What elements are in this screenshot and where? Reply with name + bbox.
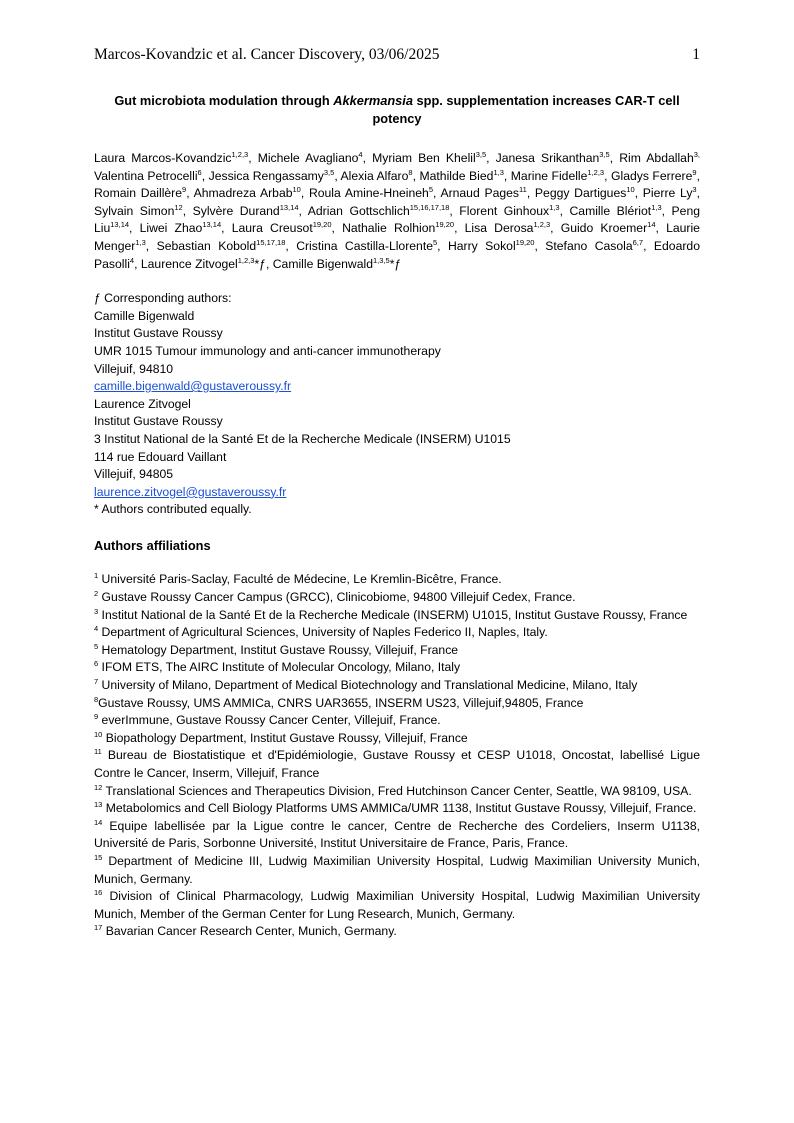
author-affiliation-marker: 12 xyxy=(174,202,183,212)
author-separator: , xyxy=(643,238,654,253)
author-name: Lisa Derosa xyxy=(464,221,534,236)
author-name: Ahmadreza Arbab xyxy=(193,186,293,201)
affiliation-text: Université Paris-Saclay, Faculté de Médecine, Le Kremlin-Bicêtre, France. xyxy=(98,572,502,587)
author-affiliation-marker: 6,7 xyxy=(632,237,644,247)
author-affiliation-marker: 1,3 xyxy=(493,167,504,177)
page-number: 1 xyxy=(692,46,700,63)
author-separator: , xyxy=(145,238,157,253)
author-affiliation-marker: 19,20 xyxy=(312,220,332,230)
author-name: Adrian Gottschlich xyxy=(307,203,410,218)
author-separator: , xyxy=(433,186,441,201)
affiliation-number: 9 xyxy=(94,712,99,722)
author-separator: , xyxy=(534,238,546,253)
affiliation-item xyxy=(94,589,700,607)
affiliation-item xyxy=(94,783,700,801)
contact2-email-link[interactable]: laurence.zitvogel@gustaveroussy.fr xyxy=(94,484,287,499)
affiliation-text: Hematology Department, Institut Gustave Roussy, Villejuif, France xyxy=(98,642,459,657)
contact1-institution: Institut Gustave Roussy xyxy=(94,326,223,341)
affiliation-text: Gustave Roussy, UMS AMMICa, CNRS UAR3655, INSERM US23, Villejuif,94805, France xyxy=(98,695,584,710)
author-affiliation-marker: 19,20 xyxy=(515,237,535,247)
author-name: Rim Abdallah xyxy=(619,151,694,165)
author-name: Romain Daillère xyxy=(94,186,183,201)
author-affiliation-marker: 8 xyxy=(408,167,413,177)
affiliation-text: Bureau de Biostatistique et d'Epidémiologie, Gustave Roussy et CESP U1018, Oncostat, labellisé Ligue Contre le Cancer, Inserm, Villejuif, France xyxy=(94,748,700,780)
contact1-name: Camille Bigenwald xyxy=(94,308,195,323)
affiliation-item xyxy=(94,730,700,748)
affiliation-text: IFOM ETS, The AIRC Institute of Molecular Oncology, Milano, Italy xyxy=(98,660,461,675)
author-separator: , xyxy=(134,256,141,271)
author-name: Sylvère Durand xyxy=(192,203,280,218)
affiliation-item xyxy=(94,624,700,642)
author-name: Laurence Zitvogel xyxy=(140,256,238,271)
author-name: Edoardo Pasolli xyxy=(94,238,700,271)
affiliation-text: everImmune, Gustave Roussy Cancer Center, Villejuif, France. xyxy=(98,713,441,728)
affiliation-item xyxy=(94,677,700,695)
author-name: Marine Fidelle xyxy=(510,168,588,183)
author-affiliation-marker: 1,2,3 xyxy=(237,255,255,265)
author-separator: , xyxy=(300,186,309,201)
author-affiliation-marker: 10 xyxy=(626,185,635,195)
affiliation-number: 17 xyxy=(94,923,103,933)
author-affiliation-marker: 1,3 xyxy=(651,202,662,212)
author-separator: , xyxy=(526,186,535,201)
affiliation-text: University of Milano, Department of Medical Biotechnology and Translational Medicine, Milano, Italy xyxy=(98,678,638,693)
main-content xyxy=(94,92,700,941)
author-separator: , xyxy=(334,168,341,183)
author-affiliation-marker: 13,14 xyxy=(202,220,222,230)
affiliation-item xyxy=(94,571,700,589)
affiliation-number: 6 xyxy=(94,659,99,669)
author-name: Roula Amine-Hneineh xyxy=(308,186,429,201)
affiliations-list xyxy=(94,571,700,940)
corresponding-label: ƒ Corresponding authors: xyxy=(94,291,232,306)
author-affiliation-marker: 6 xyxy=(197,167,202,177)
affiliations-heading: Authors affiliations xyxy=(94,537,211,553)
affiliation-number: 11 xyxy=(94,747,102,757)
author-separator: , xyxy=(550,221,561,236)
affiliation-item xyxy=(94,747,700,782)
affiliation-number: 8 xyxy=(94,694,99,704)
author-name: Jessica Rengassamy xyxy=(208,168,324,183)
author-name: Gladys Ferrere xyxy=(611,168,693,183)
author-separator: , xyxy=(609,151,620,165)
affiliation-number: 5 xyxy=(94,641,99,651)
author-name: Laurie Menger xyxy=(94,221,700,253)
author-list xyxy=(94,150,700,273)
affiliation-number: 3 xyxy=(94,606,99,616)
author-separator: , xyxy=(182,203,193,218)
author-name: Guido Kroemer xyxy=(560,221,648,236)
author-separator: , xyxy=(449,203,460,218)
title-part-2: spp. supplementation increases CAR-T cell potency xyxy=(372,93,680,126)
author-affiliation-marker: 13,14 xyxy=(279,202,299,212)
author-affiliation-marker: 3,5 xyxy=(599,150,610,159)
running-header xyxy=(94,46,700,64)
author-separator: , xyxy=(129,221,140,236)
affiliation-number: 4 xyxy=(94,624,99,634)
author-affiliation-marker: 3,5 xyxy=(323,167,335,177)
author-affiliation-marker: 15,16,17,18 xyxy=(409,202,450,212)
author-affiliation-marker: 1,3,5 xyxy=(373,255,390,265)
author-affiliation-marker: 9 xyxy=(182,185,187,195)
author-name: Valentina Petrocelli xyxy=(94,168,198,183)
author-affiliation-marker: 13,14 xyxy=(110,220,130,230)
contact2-street: 114 rue Edouard Vaillant xyxy=(94,449,227,464)
affiliation-item xyxy=(94,695,700,713)
author-separator: *ƒ, xyxy=(254,256,273,271)
author-separator: , xyxy=(331,221,343,236)
running-title: Marcos-Kovandzic et al. Cancer Discovery, 03/06/2025 xyxy=(94,46,440,63)
author-affiliation-marker: 15,17,18 xyxy=(256,237,286,247)
affiliation-text: Metabolomics and Cell Biology Platforms UMS AMMICa/UMR 1138, Institut Gustave Roussy, Villejuif, France. xyxy=(102,801,697,816)
author-separator: , xyxy=(412,168,420,183)
author-name: Myriam Ben Khelil xyxy=(372,151,476,165)
contact1-city: Villejuif, 94810 xyxy=(94,361,174,376)
affiliation-item xyxy=(94,923,700,941)
author-affiliation-marker: 10 xyxy=(292,185,301,195)
affiliation-item xyxy=(94,712,700,730)
author-separator: , xyxy=(362,151,373,165)
affiliation-number: 12 xyxy=(94,782,103,792)
equal-contribution-note: * Authors contributed equally. xyxy=(94,502,252,517)
author-name: Liwei Zhao xyxy=(139,221,203,236)
author-name: Cristina Castilla-Llorente xyxy=(296,238,433,253)
affiliation-item xyxy=(94,659,700,677)
author-separator: , xyxy=(634,186,643,201)
author-separator: , xyxy=(186,186,194,201)
author-affiliation-marker: 5 xyxy=(432,237,438,247)
author-affiliation-marker: 5 xyxy=(428,185,434,195)
author-separator: , xyxy=(559,203,570,218)
affiliation-number: 1 xyxy=(94,571,99,581)
contact1-unit: UMR 1015 Tumour immunology and anti-cancer immunotherapy xyxy=(94,343,441,358)
affiliation-number: 15 xyxy=(94,852,103,862)
affiliation-text: Department of Medicine III, Ludwig Maximilian University Hospital, Ludwig Maximilian University Munich, Munich, Germany. xyxy=(94,853,700,886)
affiliation-number: 13 xyxy=(94,800,103,810)
author-affiliation-marker: 3,5 xyxy=(475,150,487,159)
author-affiliation-marker: 4 xyxy=(129,255,135,265)
author-name: Sebastian Kobold xyxy=(156,238,257,253)
affiliation-number: 7 xyxy=(94,677,99,687)
contact1-email-link[interactable]: camille.bigenwald@gustaveroussy.fr xyxy=(94,379,292,394)
author-name: Camille Blériot xyxy=(569,203,652,218)
author-name: Nathalie Rolhion xyxy=(342,221,436,236)
contact2-unit: 3 Institut National de la Santé Et de la Recherche Medicale (INSERM) U1015 xyxy=(94,431,511,446)
author-name: Camille Bigenwald xyxy=(272,256,373,271)
contact2-name: Laurence Zitvogel xyxy=(94,396,191,411)
author-separator: , xyxy=(248,151,258,165)
affiliation-number: 14 xyxy=(94,817,103,827)
author-separator: , xyxy=(486,151,496,165)
author-name: Michele Avagliano xyxy=(257,151,359,165)
author-name: Mathilde Bied xyxy=(419,168,494,183)
author-name: Laura Marcos-Kovandzic xyxy=(94,151,232,165)
affiliation-item xyxy=(94,818,700,853)
affiliation-text: Division of Clinical Pharmacology, Ludwig Maximilian University Hospital, Ludwig Maximilian University Munich, Member of the German Center for Lung Research, Munich, Germany. xyxy=(94,889,700,921)
affiliation-text: Biopathology Department, Institut Gustave Roussy, Villejuif, France xyxy=(102,730,468,745)
author-affiliation-marker: 19,20 xyxy=(435,220,455,230)
affiliation-number: 2 xyxy=(94,589,99,599)
author-separator: , xyxy=(503,168,511,183)
author-affiliation-marker: 1,3 xyxy=(549,202,560,212)
paper-title xyxy=(94,92,700,128)
title-italic-genus: Akkermansia xyxy=(333,93,413,108)
author-affiliation-marker: 1,2,3 xyxy=(231,150,249,159)
author-separator: , xyxy=(696,186,700,201)
author-name: Harry Sokol xyxy=(447,238,516,253)
author-separator: , xyxy=(285,238,297,253)
affiliation-text: Department of Agricultural Sciences, University of Naples Federico II, Naples, Italy. xyxy=(98,625,548,640)
affiliation-item xyxy=(94,642,700,660)
author-affiliation-marker: 9 xyxy=(692,167,697,177)
author-separator: *ƒ xyxy=(389,256,402,271)
author-separator: , xyxy=(201,168,209,183)
author-name: Janesa Srikanthan xyxy=(495,151,600,165)
author-separator: , xyxy=(221,221,232,236)
author-separator: , xyxy=(655,221,667,236)
affiliation-text: Translational Sciences and Therapeutics Division, Fred Hutchinson Cancer Center, Seattle, WA 98109, USA. xyxy=(102,783,692,798)
author-separator: , xyxy=(661,203,672,218)
author-affiliation-marker: 1,2,3 xyxy=(533,220,551,230)
contact2-institution: Institut Gustave Roussy xyxy=(94,414,223,429)
correspondence-block xyxy=(94,290,700,519)
author-affiliation-marker: 1,2,3 xyxy=(587,167,605,177)
affiliation-item xyxy=(94,853,700,888)
contact2-city: Villejuif, 94805 xyxy=(94,467,174,482)
author-name: Pierre Ly xyxy=(642,186,693,201)
author-name: Sylvain Simon xyxy=(94,203,175,218)
author-affiliation-marker: 3, xyxy=(693,150,700,159)
author-name: Arnaud Pages xyxy=(440,186,520,201)
affiliation-text: Gustave Roussy Cancer Campus (GRCC), Clinicobiome, 94800 Villejuif Cedex, France. xyxy=(98,590,576,605)
author-affiliation-marker: 14 xyxy=(647,220,656,230)
author-name: Peng Liu xyxy=(94,203,700,236)
author-affiliation-marker: 1,3 xyxy=(135,237,146,247)
title-part-1: Gut microbiota modulation through xyxy=(114,93,334,108)
author-separator: , xyxy=(298,203,308,218)
author-name: Florent Ginhoux xyxy=(459,203,550,218)
author-separator: , xyxy=(454,221,465,236)
affiliation-text: Bavarian Cancer Research Center, Munich, Germany. xyxy=(102,924,397,939)
affiliation-number: 16 xyxy=(94,888,103,898)
affiliation-text: Equipe labellisée par la Ligue contre le cancer, Centre de Recherche des Cordeliers, Inserm U1138, Université de Paris, Sorbonne Université, Institut Universitaire de France, Paris, France. xyxy=(94,818,700,851)
author-name: Laura Creusot xyxy=(231,221,313,236)
author-affiliation-marker: 4 xyxy=(358,150,363,159)
affiliation-text: Institut National de la Santé Et de la Recherche Medicale (INSERM) U1015, Institut Gustave Roussy, France xyxy=(98,607,688,622)
affiliation-number: 10 xyxy=(94,729,103,739)
author-affiliation-marker: 3 xyxy=(692,185,697,195)
affiliation-item xyxy=(94,800,700,818)
affiliation-item xyxy=(94,888,700,923)
affiliation-item xyxy=(94,607,700,625)
author-name: Peggy Dartigues xyxy=(534,186,627,201)
author-separator: , xyxy=(604,168,611,183)
author-affiliation-marker: 11 xyxy=(519,185,527,195)
author-name: Alexia Alfaro xyxy=(340,168,409,183)
author-separator: , xyxy=(437,238,448,253)
author-separator: , xyxy=(696,168,700,183)
author-name: Stefano Casola xyxy=(545,238,633,253)
